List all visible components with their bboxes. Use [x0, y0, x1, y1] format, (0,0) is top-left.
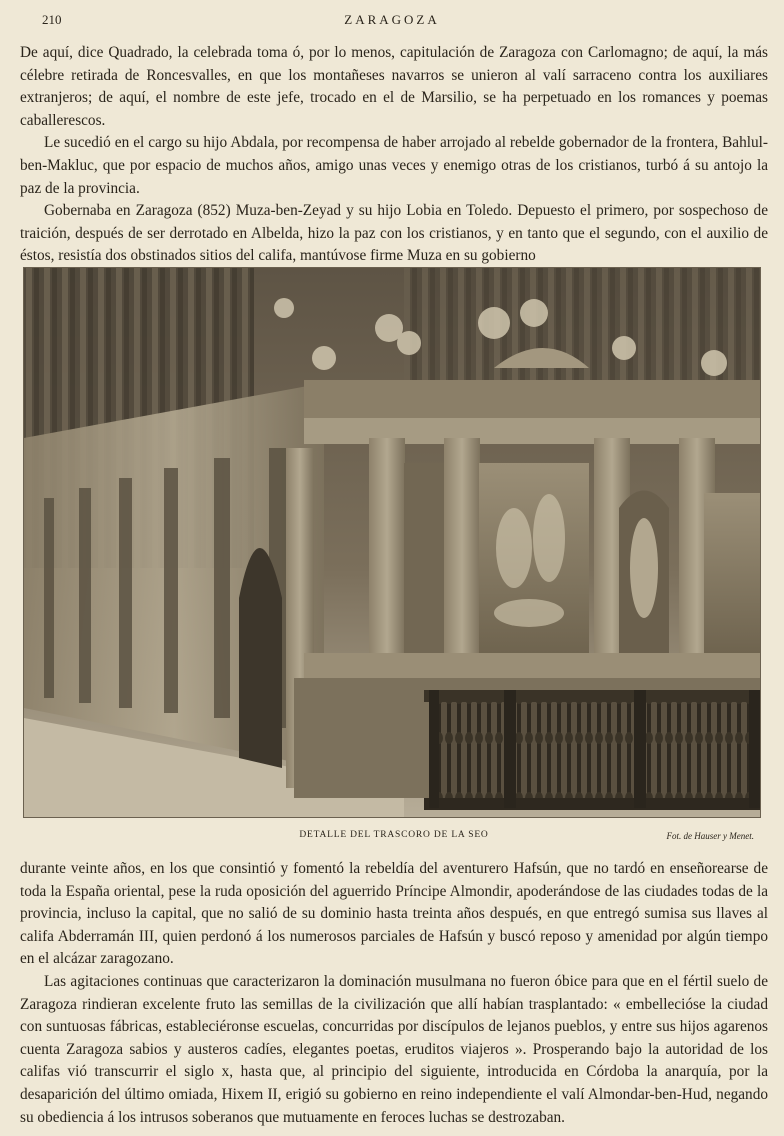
paragraph: Las agitaciones continuas que caracterizaron la dominación musulmana no fueron óbice para que en el fértil suelo de Zaragoza rindieran excelente fruto las semillas de la civilización que allí habían trasplantado: « embellecióse la ciudad con suntuosas fábricas, estableciéronse escuelas, concurridas por discípulos de lejanos pueblos, y entre sus hijos agarenos cuenta Zaragoza sabios y austeros cadíes, elegantes poetas, eruditos viajeros ». Prosperando bajo la autoridad de los califas vió transcurrir el siglo x, hasta que, al principio del siguiente, introducida en Córdoba la anarquía, por la desaparición del último omiada, Hixem II, erigió su gobierno en reino independiente el valí Almondar-ben-Hud, negando su obediencia á los intrusos soberanos que mutuamente en feroces luchas se destrozaban. — [20, 972, 768, 1126]
figure-caption — [20, 830, 768, 846]
paragraph: De aquí, dice Quadrado, la celebrada toma ó, por lo menos, capitulación de Zaragoza con Carlomagno; de aquí, la más célebre retirada de Roncesvalles, en que los montañeses navarros se unieron al valí sarraceno contra los auxiliares extranjeros; de aquí, el nombre de este jefe, trocado en el de Marsilio, se ha perpetuado en los romances y poemas caballerescos. — [20, 44, 768, 129]
photo-credit: Fot. de Hauser y Menet. — [666, 831, 754, 841]
paragraph: Gobernaba en Zaragoza (852) Muza-ben-Zeyad y su hijo Lobia en Toledo. Depuesto el primero, por sospechoso de traición, después de ser derrotado en Albelda, hizo la paz con los cristianos, y en tanto que el segundo, con el auxilio de éstos, resistía dos obstinados sitios del califa, mantúvose firme Muza en su gobierno — [20, 202, 768, 265]
paragraph: durante veinte años, en los que consintió y fomentó la rebeldía del aventurero Hafsún, que no tardó en enseñorearse de toda la España oriental, pese la ruda oposición del aguerrido Príncipe Almondir, apoderándose de las ciudades todas de la provincia, incluso la capital, que no salió de su dominio hasta treinta años después, en que entregó sumisa sus llaves al califa Abderramán III, quien perdonó á los numerosos parciales de Hafsún y buscó reposo y amenidad por algún tiempo en el alcázar zaragozano. — [20, 860, 768, 968]
text-block-top — [20, 42, 768, 268]
page-number: 210 — [42, 12, 62, 27]
running-title: ZARAGOZA — [344, 12, 440, 27]
text-block-bottom — [20, 858, 768, 1129]
photograph-trascoro — [23, 267, 761, 818]
page-header — [20, 10, 764, 30]
paragraph: Le sucedió en el cargo su hijo Abdala, por recompensa de haber arrojado al rebelde gobernador de la frontera, Bahlul-ben-Makluc, que por espacio de muchos años, amigo unas veces y enemigo otras de los cristianos, turbó á su antojo la paz de la provincia. — [20, 134, 768, 197]
caption-title: DETALLE DEL TRASCORO DE LA SEO — [299, 830, 489, 840]
